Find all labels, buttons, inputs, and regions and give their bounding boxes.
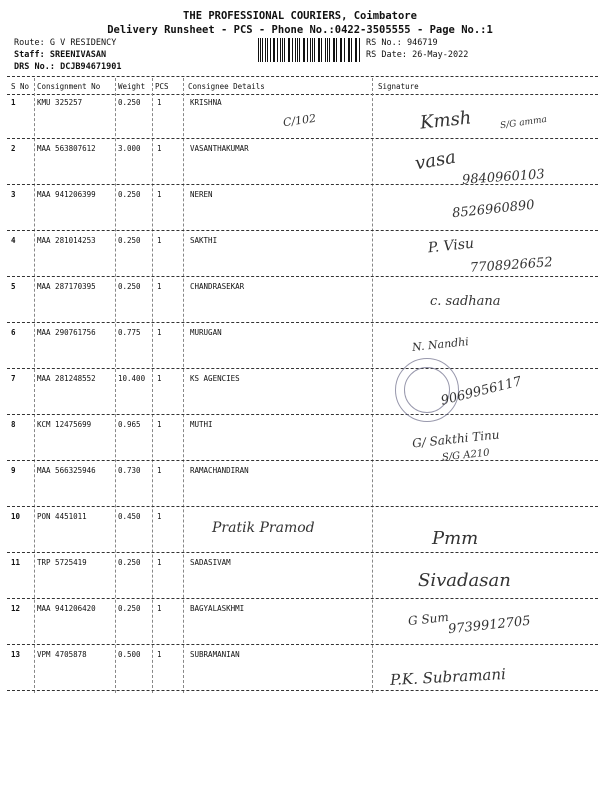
barcode-bar xyxy=(267,38,268,62)
consignee-cell: NEREN xyxy=(190,190,213,199)
barcode-bar xyxy=(299,38,300,62)
signature-2: vasa xyxy=(413,146,458,175)
sno-cell: 2 xyxy=(11,144,16,153)
consignee-cell: KS AGENCIES xyxy=(190,374,240,383)
consignee-cell: CHANDRASEKAR xyxy=(190,282,245,291)
handwritten-consignee-10: Pratik Pramod xyxy=(212,520,315,536)
pcs-cell: 1 xyxy=(157,282,162,291)
sno-cell: 10 xyxy=(11,512,21,521)
signature-10: Pmm xyxy=(432,528,479,549)
pcs-cell: 1 xyxy=(157,512,162,521)
consignment-cell: KCM 12475699 xyxy=(37,420,92,429)
col-header-consignee: Consignee Details xyxy=(188,82,265,91)
barcode-bar xyxy=(303,38,304,62)
consignment-cell: MAA 287170395 xyxy=(37,282,96,291)
consignee-cell: VASANTHAKUMAR xyxy=(190,144,249,153)
rs-no-label: RS No.: xyxy=(366,38,402,48)
weight-cell: 0.250 xyxy=(118,236,141,245)
weight-cell: 0.250 xyxy=(118,558,141,567)
signature-13: P.K. Subramani xyxy=(389,664,507,690)
sno-cell: 3 xyxy=(11,190,16,199)
consignment-cell: MAA 281014253 xyxy=(37,236,96,245)
staff-value: SREENIVASAN xyxy=(49,50,107,60)
row-separator xyxy=(7,368,598,369)
consignment-cell: MAA 941206420 xyxy=(37,604,96,613)
barcode-bar xyxy=(321,38,322,62)
header-bottom-rule xyxy=(7,94,598,95)
barcode-bar xyxy=(307,38,308,62)
consignment-cell: TRP 5725419 xyxy=(37,558,87,567)
barcode-bar xyxy=(349,38,350,62)
barcode-bar xyxy=(284,38,285,62)
row-separator xyxy=(7,322,598,323)
consignment-cell: PON 4451011 xyxy=(37,512,87,521)
consignee-cell: SADASIVAM xyxy=(190,558,231,567)
sno-cell: 13 xyxy=(11,650,21,659)
handwritten-note-1: S/G amma xyxy=(499,114,548,132)
drs-value: DCJB94671901 xyxy=(60,62,122,72)
signature-5: c. sadhana xyxy=(430,294,501,309)
company-title: THE PROFESSIONAL COURIERS, Coimbatore xyxy=(183,10,417,22)
pcs-cell: 1 xyxy=(157,558,162,567)
pcs-cell: 1 xyxy=(157,650,162,659)
signature-11: Sivadasan xyxy=(418,570,511,591)
sno-cell: 12 xyxy=(11,604,21,613)
consignment-cell: MAA 290761756 xyxy=(37,328,96,337)
barcode-bar xyxy=(329,38,330,62)
signature-12: G Sum xyxy=(407,609,450,629)
weight-cell: 0.250 xyxy=(118,282,141,291)
drs-label: DRS No.: xyxy=(14,62,55,72)
col-header-weight: Weight xyxy=(118,82,146,91)
signature-4: P. Visu xyxy=(427,235,475,257)
signature-1: Kmsh xyxy=(419,107,473,134)
weight-cell: 0.500 xyxy=(118,650,141,659)
barcode-bar xyxy=(351,38,352,62)
drs-line xyxy=(14,62,122,72)
pcs-cell: 1 xyxy=(157,604,162,613)
weight-cell: 0.965 xyxy=(118,420,141,429)
row-separator xyxy=(7,690,598,691)
sno-cell: 6 xyxy=(11,328,16,337)
consignment-cell: KMU 325257 xyxy=(37,98,83,107)
consignment-cell: MAA 941206399 xyxy=(37,190,96,199)
handwritten-flat-note: C/102 xyxy=(282,111,317,130)
route-value: G V RESIDENCY xyxy=(49,38,117,48)
pcs-cell: 1 xyxy=(157,190,162,199)
barcode-bar xyxy=(336,38,337,62)
row-separator xyxy=(7,276,598,277)
consignment-cell: MAA 563807612 xyxy=(37,144,96,153)
row-separator xyxy=(7,230,598,231)
consignment-cell: MAA 566325946 xyxy=(37,466,96,475)
rs-date-label: RS Date: xyxy=(366,50,407,60)
barcode-bar xyxy=(292,38,293,62)
rs-no-line xyxy=(366,38,438,48)
row-separator xyxy=(7,138,598,139)
sno-cell: 4 xyxy=(11,236,16,245)
barcode-bar xyxy=(312,38,313,62)
barcode-bar xyxy=(265,38,266,62)
row-separator xyxy=(7,598,598,599)
weight-cell: 0.250 xyxy=(118,190,141,199)
staff-label: Staff: xyxy=(14,50,45,60)
route-label: Route: xyxy=(14,38,45,48)
row-separator xyxy=(7,644,598,645)
row-separator xyxy=(7,552,598,553)
phone-12: 9739912705 xyxy=(447,613,532,638)
barcode-bar xyxy=(280,38,281,62)
runsheet-subtitle: Delivery Runsheet - PCS - Phone No.:0422-3505555 - Page No.:1 xyxy=(107,24,493,36)
staff-line xyxy=(14,50,106,60)
route-line xyxy=(14,38,116,48)
row-separator xyxy=(7,506,598,507)
col-header-signature: Signature xyxy=(378,82,419,91)
phone-7: 9069956117 xyxy=(439,374,524,409)
col-header-sno: S No xyxy=(11,82,30,91)
pcs-cell: 1 xyxy=(157,328,162,337)
consignee-cell: SUBRAMANIAN xyxy=(190,650,240,659)
barcode-bar xyxy=(344,38,345,62)
rs-date-line xyxy=(366,50,468,60)
consignee-cell: SAKTHI xyxy=(190,236,218,245)
sno-cell: 9 xyxy=(11,466,16,475)
sno-cell: 5 xyxy=(11,282,16,291)
signature-8: G/ Sakthi Tinu xyxy=(411,427,501,451)
col-header-pcs: PCS xyxy=(155,82,169,91)
phone-3: 8526960890 xyxy=(451,197,536,222)
handwritten-note-8: S/G A210 xyxy=(441,447,491,464)
sno-cell: 11 xyxy=(11,558,21,567)
consignee-cell: RAMACHANDIRAN xyxy=(190,466,249,475)
weight-cell: 0.250 xyxy=(118,604,141,613)
sno-cell: 7 xyxy=(11,374,16,383)
barcode-bar xyxy=(277,38,278,62)
rs-no-value: 946719 xyxy=(406,38,438,48)
weight-cell: 0.450 xyxy=(118,512,141,521)
barcode-image xyxy=(258,38,362,62)
consignment-cell: MAA 281248552 xyxy=(37,374,96,383)
col-header-consignment: Consignment No xyxy=(37,82,101,91)
pcs-cell: 1 xyxy=(157,236,162,245)
pcs-cell: 1 xyxy=(157,98,162,107)
sno-cell: 8 xyxy=(11,420,16,429)
delivery-stamp xyxy=(395,358,459,422)
consignee-cell: KRISHNA xyxy=(190,98,222,107)
header-top-rule xyxy=(7,76,598,77)
pcs-cell: 1 xyxy=(157,144,162,153)
consignee-cell: MUTHI xyxy=(190,420,213,429)
barcode-bar xyxy=(258,38,259,62)
barcode-bar xyxy=(325,38,326,62)
weight-cell: 10.400 xyxy=(118,374,146,383)
row-separator xyxy=(7,414,598,415)
pcs-cell: 1 xyxy=(157,420,162,429)
rs-date-value: 26-May-2022 xyxy=(412,50,469,60)
consignee-cell: BAGYALASKHMI xyxy=(190,604,245,613)
pcs-cell: 1 xyxy=(157,374,162,383)
row-separator xyxy=(7,460,598,461)
phone-2: 9840960103 xyxy=(461,167,546,188)
consignment-cell: VPM 4705878 xyxy=(37,650,87,659)
weight-cell: 3.000 xyxy=(118,144,141,153)
sno-cell: 1 xyxy=(11,98,16,107)
weight-cell: 0.250 xyxy=(118,98,141,107)
pcs-cell: 1 xyxy=(157,466,162,475)
consignee-cell: MURUGAN xyxy=(190,328,222,337)
weight-cell: 0.775 xyxy=(118,328,141,337)
signature-6: N. Nandhi xyxy=(411,335,470,354)
weight-cell: 0.730 xyxy=(118,466,141,475)
phone-4: 7708926652 xyxy=(469,255,554,276)
